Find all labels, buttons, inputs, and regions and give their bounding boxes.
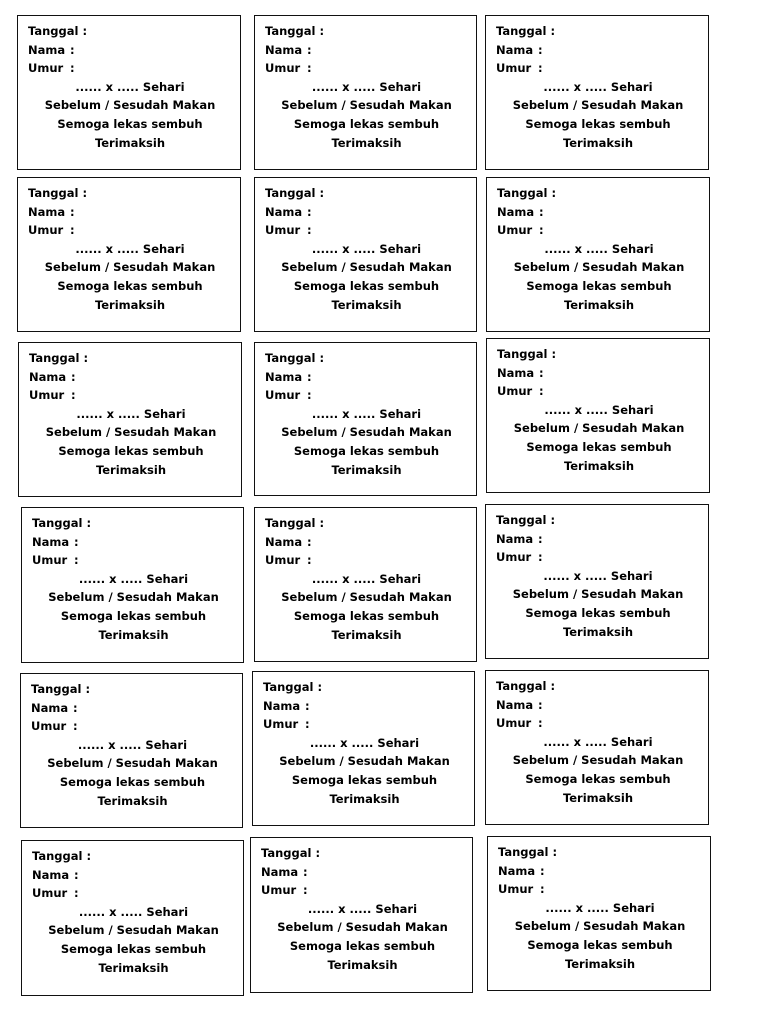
umur-label: Umur — [32, 553, 68, 568]
dosage-line: ...... x ..... Sehari — [75, 241, 185, 256]
thanks-line: Terimaksih — [331, 297, 402, 312]
tanggal-colon: : — [319, 516, 325, 530]
tanggal-label: Tanggal — [261, 846, 312, 860]
umur-colon: : — [74, 886, 79, 901]
thanks-line: Terimaksih — [331, 135, 402, 150]
get-well-line: Semoga lekas sembuh — [57, 116, 203, 131]
umur-label: Umur — [29, 388, 65, 403]
medicine-label-card — [18, 342, 242, 497]
umur-field — [498, 880, 702, 899]
nama-colon: : — [71, 369, 76, 384]
umur-field — [497, 382, 701, 401]
tanggal-colon: : — [319, 186, 325, 200]
tanggal-field — [265, 22, 468, 41]
get-well-line: Semoga lekas sembuh — [293, 116, 440, 131]
nama-label: Nama — [265, 204, 303, 219]
tanggal-colon: : — [319, 351, 325, 365]
nama-field — [265, 203, 468, 222]
get-well-line: Semoga lekas sembuh — [60, 608, 207, 623]
tanggal-colon: : — [82, 24, 88, 38]
meal-timing-line: Sebelum / Sesudah Makan — [512, 753, 684, 768]
tanggal-label: Tanggal — [265, 516, 316, 530]
tanggal-colon: : — [551, 186, 557, 200]
nama-field — [265, 368, 468, 387]
umur-field — [496, 59, 700, 78]
umur-colon: : — [538, 550, 543, 565]
get-well-line: Semoga lekas sembuh — [60, 941, 207, 956]
medicine-label-card — [21, 840, 244, 996]
medicine-label-card — [254, 507, 477, 662]
umur-field — [497, 221, 701, 240]
nama-colon: : — [538, 531, 543, 546]
umur-label: Umur — [496, 61, 532, 76]
nama-colon: : — [303, 864, 308, 879]
umur-colon: : — [305, 717, 310, 732]
get-well-line: Semoga lekas sembuh — [289, 938, 436, 953]
tanggal-label: Tanggal — [263, 680, 314, 694]
thanks-line: Terimaksih — [98, 627, 169, 642]
tanggal-colon: : — [317, 680, 323, 694]
umur-colon: : — [539, 223, 544, 238]
tanggal-field — [32, 514, 235, 533]
umur-label: Umur — [31, 719, 67, 734]
umur-field — [265, 386, 468, 405]
get-well-line: Semoga lekas sembuh — [525, 116, 671, 131]
umur-label: Umur — [261, 883, 297, 898]
meal-timing-line: Sebelum / Sesudah Makan — [512, 98, 684, 113]
nama-label: Nama — [496, 531, 534, 546]
nama-field — [29, 368, 233, 387]
umur-field — [31, 717, 234, 736]
dosage-line: ...... x ..... Sehari — [76, 406, 186, 421]
medicine-label-card — [485, 15, 709, 170]
tanggal-colon: : — [552, 845, 558, 859]
nama-colon: : — [73, 700, 78, 715]
tanggal-field — [265, 349, 468, 368]
tanggal-colon: : — [82, 186, 88, 200]
nama-label: Nama — [498, 863, 536, 878]
umur-label: Umur — [265, 223, 301, 238]
umur-colon: : — [74, 553, 79, 568]
meal-timing-line: Sebelum / Sesudah Makan — [281, 260, 452, 275]
nama-colon: : — [307, 204, 312, 219]
nama-field — [497, 203, 701, 222]
nama-label: Nama — [497, 365, 535, 380]
nama-label: Nama — [32, 867, 70, 882]
tanggal-field — [265, 184, 468, 203]
umur-colon: : — [70, 61, 75, 76]
medicine-label-card — [17, 15, 241, 170]
nama-colon: : — [540, 863, 545, 878]
dosage-line: ...... x ..... Sehari — [544, 402, 654, 417]
umur-label: Umur — [265, 61, 301, 76]
tanggal-label: Tanggal — [28, 186, 79, 200]
tanggal-field — [263, 678, 466, 697]
umur-colon: : — [307, 388, 312, 403]
umur-label: Umur — [32, 886, 68, 901]
thanks-line: Terimaksih — [327, 957, 398, 972]
umur-field — [28, 59, 232, 78]
nama-label: Nama — [265, 369, 303, 384]
thanks-line: Terimaksih — [562, 790, 634, 805]
medicine-label-card — [250, 837, 473, 993]
nama-label: Nama — [265, 42, 303, 57]
tanggal-field — [31, 680, 234, 699]
umur-field — [32, 551, 235, 570]
nama-field — [496, 41, 700, 60]
tanggal-field — [497, 345, 701, 364]
get-well-line: Semoga lekas sembuh — [526, 278, 672, 293]
tanggal-colon: : — [319, 24, 325, 38]
umur-label: Umur — [28, 223, 64, 238]
tanggal-field — [32, 847, 235, 866]
nama-colon: : — [307, 534, 312, 549]
thanks-line: Terimaksih — [94, 297, 166, 312]
nama-colon: : — [74, 867, 79, 882]
meal-timing-line: Sebelum / Sesudah Makan — [513, 421, 685, 436]
nama-label: Nama — [497, 204, 535, 219]
meal-timing-line: Sebelum / Sesudah Makan — [48, 923, 219, 938]
tanggal-label: Tanggal — [496, 24, 547, 38]
meal-timing-line: Sebelum / Sesudah Makan — [47, 756, 218, 771]
umur-field — [261, 881, 464, 900]
tanggal-label: Tanggal — [265, 24, 316, 38]
nama-field — [498, 862, 702, 881]
medicine-label-card — [21, 507, 244, 663]
umur-field — [265, 551, 468, 570]
tanggal-label: Tanggal — [32, 516, 83, 530]
nama-field — [28, 203, 232, 222]
umur-field — [28, 221, 232, 240]
umur-field — [29, 386, 233, 405]
umur-label: Umur — [28, 61, 64, 76]
thanks-line: Terimaksih — [95, 462, 167, 477]
tanggal-label: Tanggal — [265, 351, 316, 365]
umur-label: Umur — [496, 550, 532, 565]
meal-timing-line: Sebelum / Sesudah Makan — [512, 587, 684, 602]
nama-label: Nama — [31, 700, 69, 715]
dosage-line: ...... x ..... Sehari — [543, 568, 653, 583]
dosage-line: ...... x ..... Sehari — [311, 406, 422, 421]
nama-field — [261, 863, 464, 882]
dosage-line: ...... x ..... Sehari — [77, 737, 188, 752]
thanks-line: Terimaksih — [563, 297, 635, 312]
dosage-line: ...... x ..... Sehari — [307, 901, 418, 916]
tanggal-label: Tanggal — [29, 351, 80, 365]
meal-timing-line: Sebelum / Sesudah Makan — [279, 754, 450, 769]
medicine-label-card — [486, 177, 710, 332]
get-well-line: Semoga lekas sembuh — [59, 774, 206, 789]
medicine-label-card — [485, 504, 709, 659]
tanggal-colon: : — [83, 351, 89, 365]
umur-label: Umur — [265, 388, 301, 403]
tanggal-field — [261, 844, 464, 863]
nama-colon: : — [70, 204, 75, 219]
umur-field — [496, 548, 700, 567]
get-well-line: Semoga lekas sembuh — [293, 278, 440, 293]
nama-label: Nama — [28, 42, 66, 57]
get-well-line: Semoga lekas sembuh — [293, 443, 440, 458]
dosage-line: ...... x ..... Sehari — [545, 900, 655, 915]
umur-colon: : — [540, 882, 545, 897]
thanks-line: Terimaksih — [563, 458, 635, 473]
nama-colon: : — [307, 42, 312, 57]
tanggal-field — [496, 677, 700, 696]
tanggal-label: Tanggal — [31, 682, 82, 696]
get-well-line: Semoga lekas sembuh — [291, 772, 438, 787]
meal-timing-line: Sebelum / Sesudah Makan — [281, 425, 452, 440]
dosage-line: ...... x ..... Sehari — [311, 241, 422, 256]
thanks-line: Terimaksih — [331, 627, 402, 642]
tanggal-label: Tanggal — [496, 513, 547, 527]
dosage-line: ...... x ..... Sehari — [75, 79, 185, 94]
umur-label: Umur — [265, 553, 301, 568]
nama-field — [28, 41, 232, 60]
get-well-line: Semoga lekas sembuh — [58, 443, 204, 458]
nama-field — [32, 866, 235, 885]
tanggal-field — [29, 349, 233, 368]
nama-colon: : — [539, 365, 544, 380]
medicine-label-card — [254, 342, 477, 496]
nama-colon: : — [539, 204, 544, 219]
tanggal-colon: : — [86, 516, 92, 530]
thanks-line: Terimaksih — [329, 791, 400, 806]
meal-timing-line: Sebelum / Sesudah Makan — [44, 98, 216, 113]
get-well-line: Semoga lekas sembuh — [525, 771, 671, 786]
nama-field — [497, 364, 701, 383]
meal-timing-line: Sebelum / Sesudah Makan — [44, 260, 216, 275]
tanggal-colon: : — [550, 513, 556, 527]
nama-colon: : — [70, 42, 75, 57]
umur-colon: : — [70, 223, 75, 238]
nama-field — [496, 696, 700, 715]
meal-timing-line: Sebelum / Sesudah Makan — [48, 590, 219, 605]
dosage-line: ...... x ..... Sehari — [311, 79, 422, 94]
dosage-line: ...... x ..... Sehari — [78, 904, 189, 919]
nama-label: Nama — [261, 864, 299, 879]
umur-field — [32, 884, 235, 903]
tanggal-label: Tanggal — [498, 845, 549, 859]
nama-label: Nama — [263, 698, 301, 713]
umur-label: Umur — [497, 223, 533, 238]
dosage-line: ...... x ..... Sehari — [543, 79, 653, 94]
get-well-line: Semoga lekas sembuh — [526, 439, 672, 454]
umur-label: Umur — [498, 882, 534, 897]
thanks-line: Terimaksih — [331, 462, 402, 477]
tanggal-label: Tanggal — [497, 347, 548, 361]
umur-field — [263, 715, 466, 734]
get-well-line: Semoga lekas sembuh — [57, 278, 203, 293]
meal-timing-line: Sebelum / Sesudah Makan — [281, 98, 452, 113]
get-well-line: Semoga lekas sembuh — [293, 608, 440, 623]
medicine-label-card — [487, 836, 711, 991]
nama-label: Nama — [29, 369, 67, 384]
meal-timing-line: Sebelum / Sesudah Makan — [281, 590, 452, 605]
nama-field — [31, 699, 234, 718]
meal-timing-line: Sebelum / Sesudah Makan — [277, 920, 448, 935]
get-well-line: Semoga lekas sembuh — [525, 605, 671, 620]
nama-label: Nama — [496, 42, 534, 57]
nama-colon: : — [538, 697, 543, 712]
dosage-line: ...... x ..... Sehari — [311, 571, 422, 586]
thanks-line: Terimaksih — [564, 956, 636, 971]
dosage-line: ...... x ..... Sehari — [78, 571, 189, 586]
dosage-line: ...... x ..... Sehari — [544, 241, 654, 256]
nama-label: Nama — [32, 534, 70, 549]
meal-timing-line: Sebelum / Sesudah Makan — [513, 260, 685, 275]
tanggal-colon: : — [551, 347, 557, 361]
nama-field — [265, 533, 468, 552]
meal-timing-line: Sebelum / Sesudah Makan — [514, 919, 686, 934]
umur-colon: : — [538, 716, 543, 731]
umur-colon: : — [307, 223, 312, 238]
umur-field — [265, 221, 468, 240]
tanggal-label: Tanggal — [32, 849, 83, 863]
umur-colon: : — [307, 553, 312, 568]
nama-colon: : — [307, 369, 312, 384]
nama-field — [32, 533, 235, 552]
nama-field — [265, 41, 468, 60]
get-well-line: Semoga lekas sembuh — [527, 937, 673, 952]
dosage-line: ...... x ..... Sehari — [543, 734, 653, 749]
tanggal-label: Tanggal — [28, 24, 79, 38]
tanggal-label: Tanggal — [497, 186, 548, 200]
umur-colon: : — [307, 61, 312, 76]
tanggal-field — [498, 843, 702, 862]
thanks-line: Terimaksih — [94, 135, 166, 150]
meal-timing-line: Sebelum / Sesudah Makan — [45, 425, 217, 440]
tanggal-colon: : — [315, 846, 321, 860]
umur-field — [496, 714, 700, 733]
umur-colon: : — [73, 719, 78, 734]
tanggal-field — [265, 514, 468, 533]
umur-colon: : — [538, 61, 543, 76]
thanks-line: Terimaksih — [97, 793, 168, 808]
tanggal-label: Tanggal — [496, 679, 547, 693]
tanggal-label: Tanggal — [265, 186, 316, 200]
medicine-label-card — [254, 15, 477, 170]
tanggal-colon: : — [550, 679, 556, 693]
nama-field — [263, 697, 466, 716]
tanggal-colon: : — [550, 24, 556, 38]
umur-colon: : — [303, 883, 308, 898]
nama-colon: : — [305, 698, 310, 713]
umur-field — [265, 59, 468, 78]
tanggal-field — [497, 184, 701, 203]
medicine-label-card — [20, 673, 243, 828]
nama-field — [496, 530, 700, 549]
tanggal-colon: : — [86, 849, 92, 863]
umur-label: Umur — [263, 717, 299, 732]
thanks-line: Terimaksih — [562, 135, 634, 150]
umur-label: Umur — [497, 384, 533, 399]
medicine-label-card — [254, 177, 477, 332]
umur-colon: : — [71, 388, 76, 403]
dosage-line: ...... x ..... Sehari — [309, 735, 420, 750]
medicine-label-card — [486, 338, 710, 493]
thanks-line: Terimaksih — [562, 624, 634, 639]
tanggal-colon: : — [85, 682, 91, 696]
medicine-label-card — [17, 177, 241, 332]
nama-label: Nama — [265, 534, 303, 549]
umur-label: Umur — [496, 716, 532, 731]
tanggal-field — [496, 511, 700, 530]
nama-label: Nama — [496, 697, 534, 712]
tanggal-field — [28, 184, 232, 203]
thanks-line: Terimaksih — [98, 960, 169, 975]
tanggal-field — [28, 22, 232, 41]
nama-colon: : — [74, 534, 79, 549]
umur-colon: : — [539, 384, 544, 399]
medicine-label-card — [252, 671, 475, 826]
nama-colon: : — [538, 42, 543, 57]
nama-label: Nama — [28, 204, 66, 219]
medicine-label-card — [485, 670, 709, 825]
tanggal-field — [496, 22, 700, 41]
